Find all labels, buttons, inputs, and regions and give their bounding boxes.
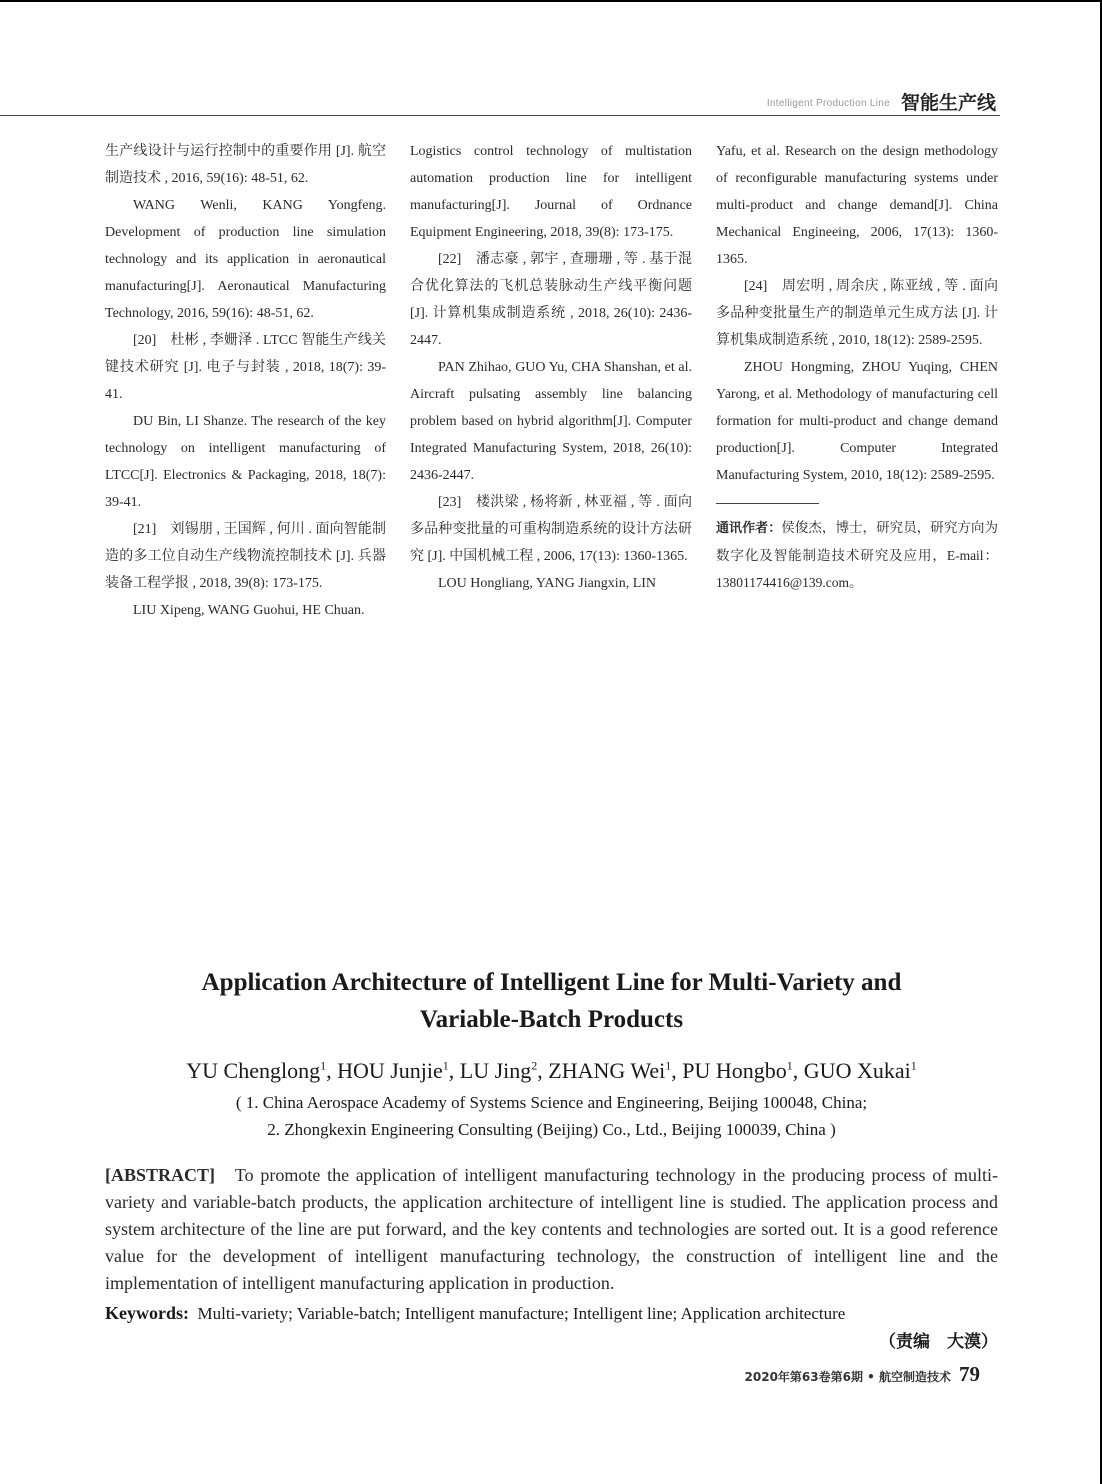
author	[804, 1058, 917, 1083]
reference-paragraph: [24] 周宏明 , 周余庆 , 陈亚绒 , 等 . 面向多品种变批量生产的制造单元生成方法 [J]. 计算机集成制造系统 , 2010, 18(12): 2589-2595.	[716, 279, 998, 348]
header-chinese-title: 智能生产线	[900, 92, 996, 114]
reference-paragraph: Yafu, et al. Research on the design methodology of reconfigurable manufacturing systems under multi-product and change demand[J]. China Mechanical Engineeing, 2006, 17(13): 1360-1365.	[716, 144, 998, 267]
author	[186, 1058, 326, 1083]
affiliation-line-2: 2. Zhongkexin Engineering Consulting (Beijing) Co., Ltd., Beijing 100039, China )	[267, 1120, 836, 1139]
author-affiliation-mark: 1	[786, 1058, 793, 1073]
reference-paragraph: [23] 楼洪梁 , 杨将新 , 林亚福 , 等 . 面向多品种变批量的可重构制造系统的设计方法研究 [J]. 中国机械工程 , 2006, 17(13): 1360-1365.	[410, 495, 692, 564]
header-rule	[0, 115, 1000, 116]
keywords	[105, 1300, 998, 1327]
author-name: PU Hongbo	[682, 1058, 787, 1083]
author	[682, 1058, 793, 1083]
top-border	[0, 0, 1102, 2]
reference-paragraph: DU Bin, LI Shanze. The research of the key technology on intelligent manufacturing of LTCC[J]. Electronics & Packaging, 2018, 18(7): 39-41.	[105, 414, 386, 510]
correspondence-text: 侯俊杰，博士，研究员，研究方向为数字化及智能制造技术研究及应用，E-mail：13801174416@139.com。	[716, 520, 998, 590]
reference-column-3	[716, 138, 998, 596]
author-name: YU Chenglong	[186, 1058, 321, 1083]
editor-note: （责编 大漠）	[879, 1332, 998, 1352]
reference-column-2	[410, 138, 692, 597]
author	[460, 1058, 538, 1083]
author	[548, 1058, 671, 1083]
correspondence-note	[716, 514, 998, 596]
reference-paragraph: LIU Xipeng, WANG Guohui, HE Chuan.	[133, 603, 365, 618]
reference-paragraph: [20] 杜彬 , 李姗泽 . LTCC 智能生产线关键技术研究 [J]. 电子与封装 , 2018, 18(7): 39-41.	[105, 333, 386, 402]
paper-title-line-1: Application Architecture of Intelligent Line for Multi-Variety and	[201, 969, 902, 996]
reference-paragraph: [21] 刘锡朋 , 王国辉 , 何川 . 面向智能制造的多工位自动生产线物流控制技术 [J]. 兵器装备工程学报 , 2018, 39(8): 173-175.	[105, 522, 386, 591]
reference-paragraph: PAN Zhihao, GUO Yu, CHA Shanshan, et al. Aircraft pulsating assembly line balancing problem based on hybrid algorithm[J]. Computer Integrated Manufacturing System, 2018, 26(10): 2436-2447.	[410, 360, 692, 483]
author-name: HOU Junjie	[337, 1058, 443, 1083]
author-name: LU Jing	[459, 1058, 532, 1083]
abstract	[105, 1162, 998, 1297]
footnote-rule	[716, 503, 819, 504]
author-list: YU Chenglong$^1$, HOU Junjie$^1$, LU Jing$^2$, ZHANG Wei$^1$, PU Hongbo$^1$, GUO Xukai$^1$	[186, 1058, 917, 1083]
abstract-label: [ABSTRACT]	[105, 1165, 216, 1185]
paper-title	[105, 964, 998, 1038]
reference-paragraph: LOU Hongliang, YANG Jiangxin, LIN	[438, 576, 657, 591]
author-affiliation-mark: 1	[665, 1058, 672, 1073]
keywords-text: Multi-variety; Variable-batch; Intelligent manufacture; Intelligent line; Application architecture	[197, 1304, 846, 1323]
author-name: ZHANG Wei	[548, 1058, 666, 1083]
paper-title-line-2: Variable-Batch Products	[419, 1006, 684, 1033]
author-affiliation-mark: 1	[910, 1058, 917, 1073]
footer-journal: 2020年第63卷第6期 • 航空制造技术	[744, 1370, 951, 1384]
reference-paragraph: 生产线设计与运行控制中的重要作用 [J]. 航空制造技术 , 2016, 59(16): 48-51, 62.	[105, 144, 386, 186]
author-affiliation-mark: 1	[442, 1058, 449, 1073]
page-footer	[745, 1362, 980, 1387]
reference-paragraph: WANG Wenli, KANG Yongfeng. Development of production line simulation technology and its application in aeronautical manufacturing[J]. Aeronautical Manufacturing Technology, 2016, 59(16): 48-51, 62.	[105, 198, 386, 321]
affiliation-line-1: ( 1. China Aerospace Academy of Systems Science and Engineering, Beijing 100048, China;	[235, 1093, 868, 1112]
keywords-label: Keywords:	[105, 1303, 189, 1323]
reference-paragraph: ZHOU Hongming, ZHOU Yuqing, CHEN Yarong, et al. Methodology of manufacturing cell formation for multi-product and change demand production[J]. Computer Integrated Manufacturing System, 2010, 18(12): 2589-2595.	[716, 360, 998, 483]
author	[337, 1058, 449, 1083]
header-english-title: Intelligent Production Line	[766, 98, 890, 109]
reference-paragraph: Logistics control technology of multistation automation production line for intelligent manufacturing[J]. Journal of Ordnance Equipment Engineering, 2018, 39(8): 173-175.	[410, 144, 692, 240]
page-number: 79	[959, 1362, 980, 1386]
reference-column-3-list	[716, 138, 998, 489]
correspondence-label: 通讯作者：	[716, 521, 782, 536]
author-affiliation-mark: 1	[320, 1058, 327, 1073]
author-affiliation-mark: 2	[531, 1058, 538, 1073]
reference-paragraph: [22] 潘志豪 , 郭宇 , 查珊珊 , 等 . 基于混合优化算法的飞机总装脉动生产线平衡问题 [J]. 计算机集成制造系统 , 2018, 26(10): 2436-2447.	[410, 252, 692, 348]
abstract-text: To promote the application of intelligent manufacturing technology in the producing process of multi-variety and variable-batch products, the application architecture of intelligent line is studied. The application process and system architecture of the line are put forward, and the key contents and technologies are sorted out. It is a good reference value for the development of intelligent manufacturing technology, the construction of intelligent line and the implementation of intelligent manufacturing application in production.	[105, 1165, 998, 1293]
reference-column-1	[105, 138, 386, 624]
author-name: GUO Xukai	[803, 1058, 911, 1083]
